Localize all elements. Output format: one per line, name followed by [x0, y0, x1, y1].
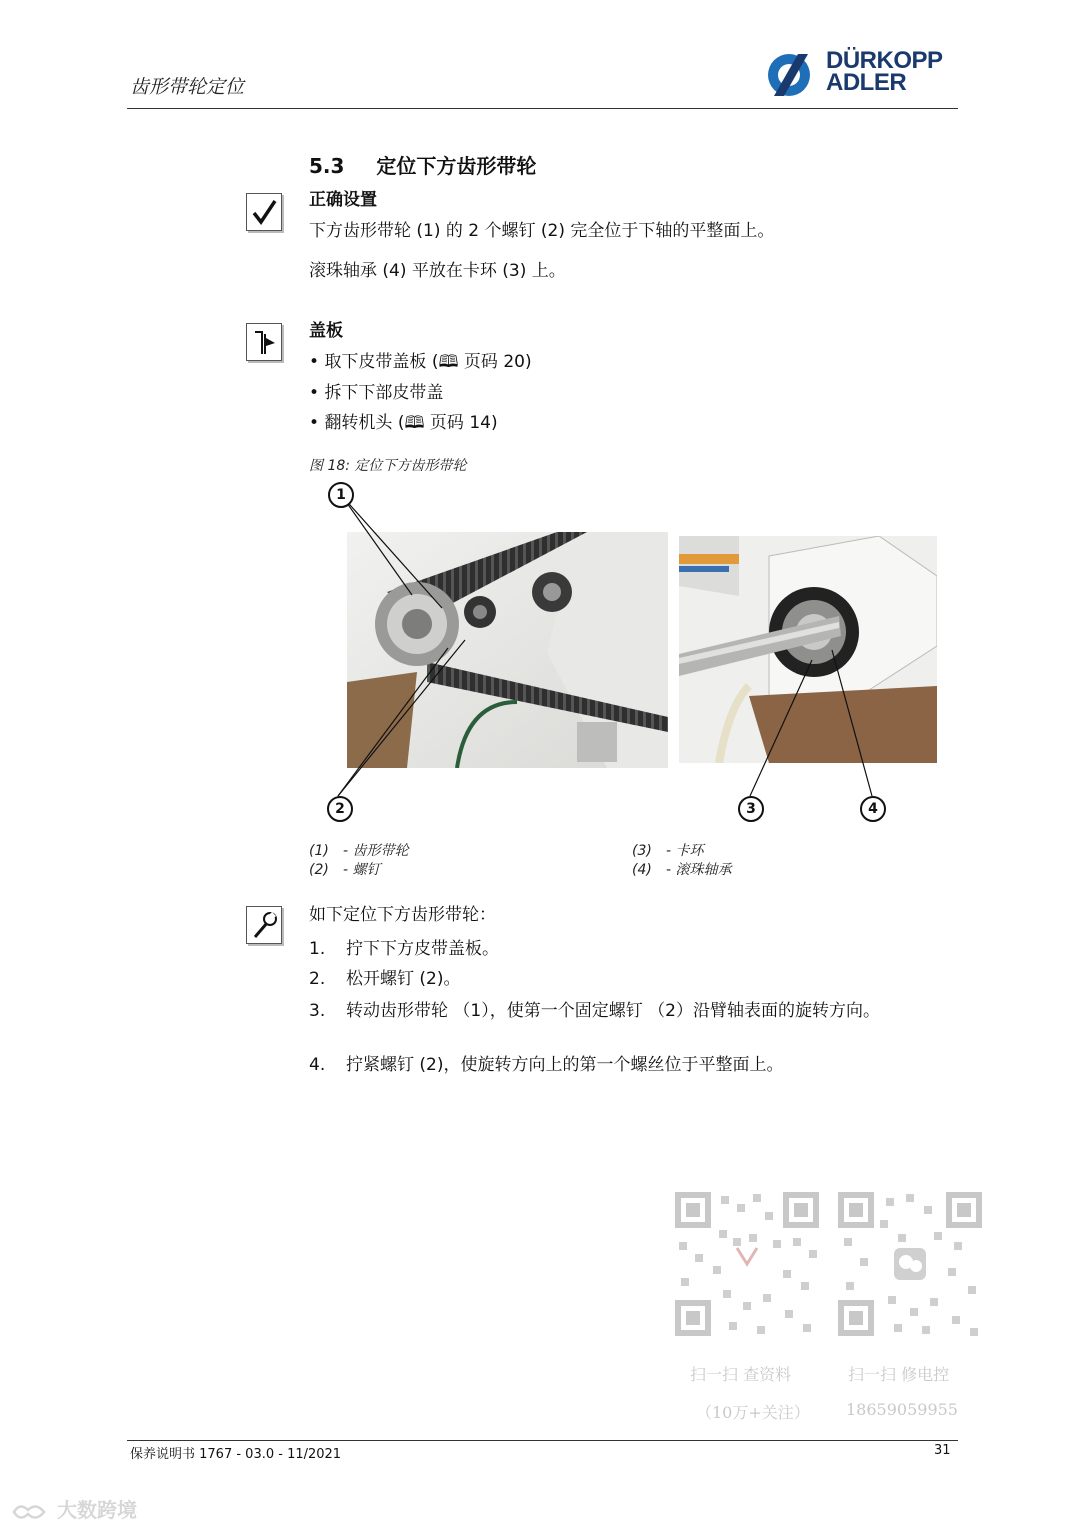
step-text: 松开螺钉 (2)。 — [346, 969, 461, 989]
qr-left-line2: （10万+关注） — [696, 1403, 810, 1422]
cover-item-2-text: 拆下下部皮带盖 — [324, 383, 444, 403]
callout-3: 3 — [738, 796, 764, 822]
cover-heading: 盖板 — [309, 321, 343, 341]
legend-num: (3) — [632, 843, 652, 859]
step-number: 3. — [309, 1001, 326, 1021]
figure-caption: 图 18: 定位下方齿形带轮 — [309, 458, 467, 474]
section-number: 5.3 — [309, 154, 345, 178]
procedure-step-3 — [309, 1000, 939, 1050]
header-divider — [127, 108, 958, 109]
brand-line2: ADLER — [826, 69, 907, 96]
watermark-logo-icon — [10, 1500, 50, 1524]
legend-item-3 — [632, 840, 704, 860]
bullet: • — [309, 383, 320, 403]
legend-num: (4) — [632, 862, 652, 878]
step-number: 1. — [309, 939, 326, 959]
step-number: 4. — [309, 1055, 326, 1075]
procedure-step-4 — [309, 1054, 939, 1080]
step-text: 拧紧螺钉 (2)，使旋转方向上的第一个螺丝位于平整面上。 — [346, 1055, 784, 1075]
correct-setting-heading: 正确设置 — [309, 190, 377, 210]
qr-right-line1: 扫一扫 修电控 — [848, 1365, 950, 1384]
cover-item-3 — [309, 408, 498, 439]
callout-4: 4 — [860, 796, 886, 822]
legend-text: - 齿形带轮 — [343, 843, 409, 859]
legend-num: (2) — [309, 862, 329, 878]
callout-1: 1 — [328, 482, 354, 508]
header-title: 齿形带轮定位 — [130, 76, 245, 98]
cover-plate-icon — [246, 323, 282, 361]
footer-divider — [127, 1440, 958, 1441]
cover-item-3-text: 翻转机头 ( — [324, 413, 405, 433]
qr-code-icon — [673, 1190, 821, 1338]
footer-doc-info: 保养说明书 1767 - 03.0 - 11/2021 — [130, 1447, 342, 1462]
section-title-text: 定位下方齿形带轮 — [376, 154, 537, 178]
legend-text: - 卡环 — [666, 843, 704, 859]
cover-item-2 — [309, 378, 443, 403]
watermark-text: 大数跨境 — [56, 1498, 137, 1522]
cover-item-1 — [309, 347, 532, 378]
page-number: 31 — [934, 1443, 951, 1458]
qr-left-line1: 扫一扫 查资料 — [690, 1365, 792, 1384]
book-icon: 🕮 — [404, 413, 425, 433]
correct-setting-line1: 下方齿形带轮 (1) 的 2 个螺钉 (2) 完全位于下轴的平整面上。 — [309, 221, 775, 241]
step-text: 转动齿形带轮 （1），使第一个固定螺钉 （2）沿臂轴表面的旋转方向。 — [346, 1001, 880, 1021]
procedure-intro: 如下定位下方齿形带轮： — [309, 905, 496, 925]
step-text: 拧下下方皮带盖板。 — [346, 939, 499, 959]
legend-item-2 — [309, 859, 381, 879]
brand-logo-icon — [762, 52, 824, 98]
brand-name — [826, 47, 943, 96]
bullet: • — [309, 413, 320, 433]
checkmark-icon — [246, 193, 282, 231]
callout-lines — [300, 480, 940, 830]
bullet: • — [309, 352, 320, 372]
qr-code-icon — [836, 1190, 984, 1338]
cover-item-1-text: 取下皮带盖板 ( — [324, 352, 439, 372]
callout-2: 2 — [327, 796, 353, 822]
wrench-icon — [246, 906, 282, 944]
step-number: 2. — [309, 969, 326, 989]
section-title — [309, 150, 536, 179]
cover-item-1-page: 页码 20) — [458, 352, 532, 372]
procedure-step-1 — [309, 938, 939, 964]
book-icon: 🕮 — [438, 352, 459, 372]
procedure-step-2 — [309, 968, 939, 994]
brand-line1: DÜRKOPP — [826, 47, 943, 74]
legend-item-4 — [632, 859, 732, 879]
legend-item-1 — [309, 840, 409, 860]
watermark — [10, 1494, 137, 1524]
legend-num: (1) — [309, 843, 329, 859]
legend-text: - 滚珠轴承 — [666, 862, 732, 878]
legend-text: - 螺钉 — [343, 862, 381, 878]
qr-right-line2: 18659059955 — [846, 1400, 958, 1419]
cover-item-3-page: 页码 14) — [424, 413, 498, 433]
correct-setting-line2: 滚珠轴承 (4) 平放在卡环 (3) 上。 — [309, 261, 566, 281]
